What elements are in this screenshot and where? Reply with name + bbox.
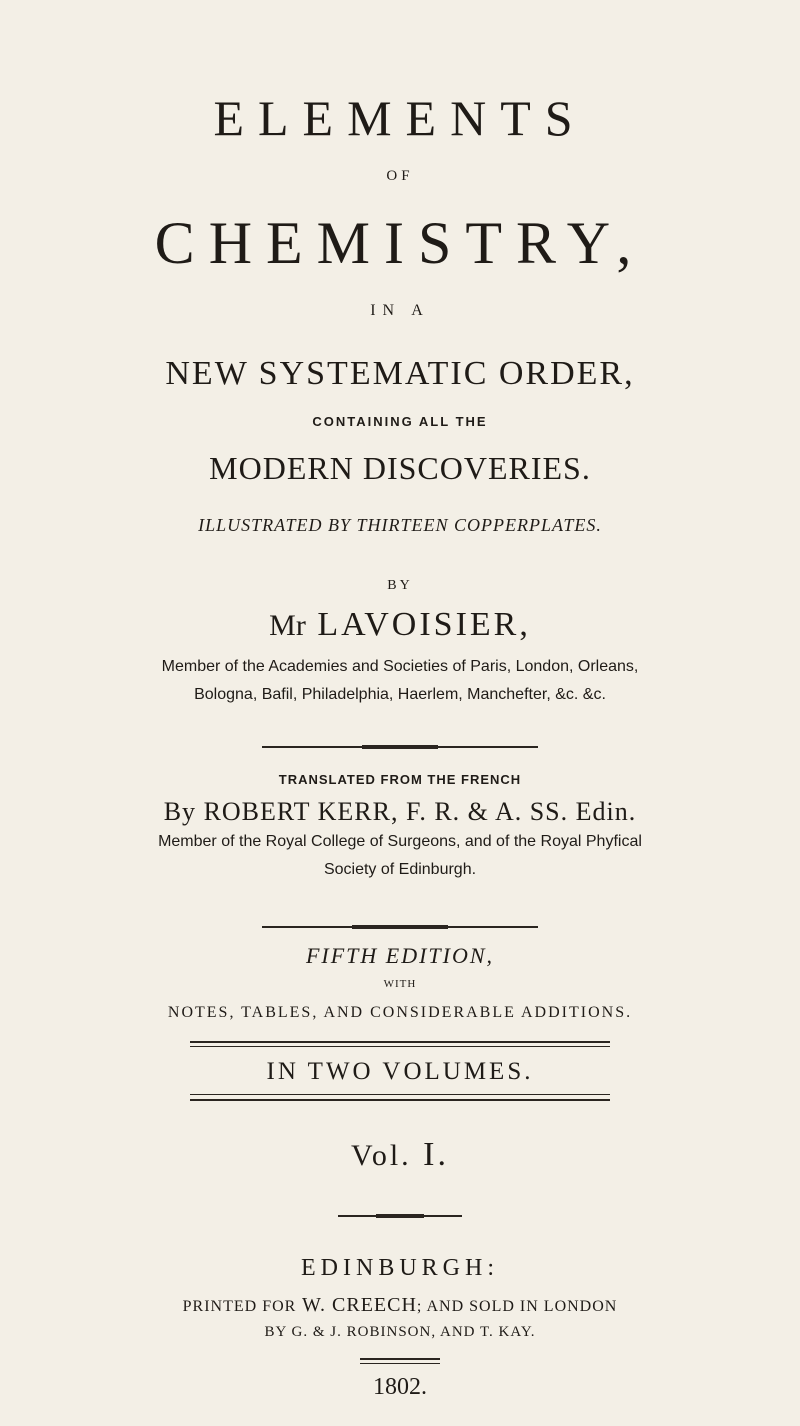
double-rule-bottom-thin bbox=[190, 1094, 610, 1095]
volumes-line: IN TWO VOLUMES. bbox=[266, 1058, 534, 1085]
sold-in-london: ; AND SOLD IN LONDON bbox=[416, 1298, 618, 1315]
title-of: OF bbox=[386, 168, 414, 184]
notes-line: NOTES, TABLES, AND CONSIDERABLE ADDITIONS. bbox=[167, 1004, 633, 1021]
translator-suffix: Edin. bbox=[575, 797, 637, 826]
subtitle-order: NEW SYSTEMATIC ORDER, bbox=[165, 355, 635, 392]
title-elements: ELEMENTS bbox=[213, 90, 587, 146]
double-rule-bottom bbox=[190, 1099, 610, 1101]
translator-prefix: By bbox=[163, 797, 197, 826]
volume-line bbox=[0, 1136, 800, 1174]
author-name: LAVOISIER, bbox=[317, 606, 531, 643]
with-line: WITH bbox=[383, 978, 417, 990]
imprint-printed bbox=[0, 1294, 800, 1317]
translator-membership-1: Member of the Royal College of Surgeons, and of the Royal Phyfical bbox=[158, 833, 642, 850]
containing-line: CONTAINING ALL THE bbox=[312, 414, 488, 429]
by-line: BY bbox=[387, 578, 413, 593]
divider-rule bbox=[360, 1358, 440, 1360]
volume-label: Vol. bbox=[351, 1139, 412, 1172]
imprint-sold-by: BY G. & J. ROBINSON, AND T. KAY. bbox=[264, 1324, 536, 1340]
author-prefix: Mr bbox=[269, 609, 306, 642]
title-chemistry: CHEMISTRY, bbox=[154, 210, 646, 276]
divider-rule-center bbox=[352, 925, 448, 929]
translated-line: TRANSLATED FROM THE FRENCH bbox=[278, 772, 522, 787]
illustrated-line: ILLUSTRATED BY THIRTEEN COPPERPLATES. bbox=[198, 515, 602, 535]
author-membership-2: Bologna, Bafil, Philadelphia, Haerlem, Manchefter, &c. &c. bbox=[194, 686, 606, 703]
double-rule-top-thin bbox=[190, 1046, 610, 1047]
printer-name: W. CREECH bbox=[301, 1294, 417, 1316]
divider-rule-center bbox=[362, 745, 438, 749]
divider-rule-thin bbox=[360, 1363, 440, 1364]
double-rule-top bbox=[190, 1041, 610, 1043]
translator-name: ROBERT KERR, F. R. & A. SS. bbox=[203, 797, 569, 826]
translator-line bbox=[0, 797, 800, 827]
author-membership-1: Member of the Academies and Societies of Paris, London, Orleans, bbox=[161, 658, 639, 675]
volume-number: I. bbox=[423, 1136, 449, 1173]
printed-for: PRINTED FOR bbox=[182, 1298, 297, 1315]
translator-membership-2: Society of Edinburgh. bbox=[323, 861, 477, 878]
author-line bbox=[0, 606, 800, 644]
imprint-city: EDINBURGH: bbox=[301, 1255, 499, 1281]
modern-discoveries: MODERN DISCOVERIES. bbox=[209, 450, 591, 486]
divider-rule-center bbox=[376, 1214, 424, 1218]
in-a: IN A bbox=[370, 302, 430, 319]
imprint-year: 1802. bbox=[373, 1374, 427, 1400]
edition-line: FIFTH EDITION, bbox=[305, 943, 495, 968]
